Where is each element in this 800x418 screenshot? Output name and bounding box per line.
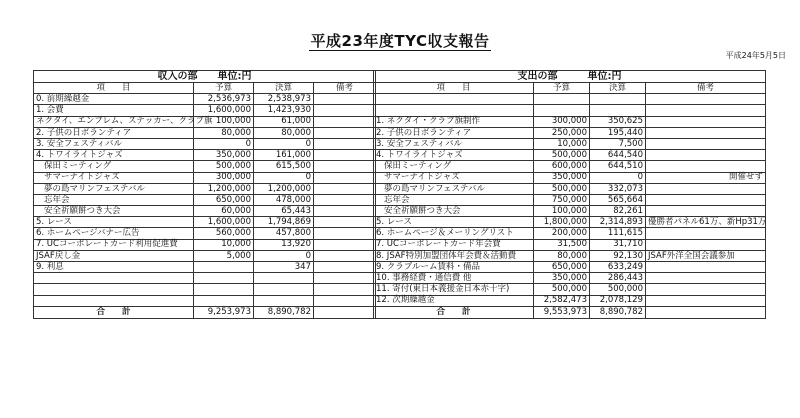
row-note [314,206,376,217]
table-row [374,273,766,284]
row-item: ネクタイ、エンブレム、ステッカー、クラブ旗 [34,116,194,127]
column-header: 予算 [194,83,254,94]
report-date: 平成24年5月5日 [725,51,786,60]
row-actual: 0 [590,172,646,183]
row-actual: 347 [254,262,314,273]
row-actual: 195,440 [590,127,646,138]
row-item: 1. 会費 [34,105,194,116]
row-budget: 350,000 [194,150,254,161]
row-budget: 500,000 [534,183,590,194]
table-row [34,161,376,172]
row-item: 10. 事務経費・通信費 他 [374,273,534,284]
row-note [314,250,376,261]
income-section-title: 収入の部 単位:円 [34,71,376,83]
row-budget [194,284,254,295]
row-item: JSAF戻し金 [34,250,194,261]
row-item: サマーナイトジャズ [374,172,534,183]
row-actual [254,284,314,295]
table-row [34,94,376,105]
row-item: 保田ミーティング [34,161,194,172]
total-budget: 9,253,973 [194,306,254,318]
row-budget: 100,000 [534,206,590,217]
table-row [374,217,766,228]
column-header: 備考 [646,83,766,94]
table-row [34,206,376,217]
row-note [314,161,376,172]
column-header: 項 目 [374,83,534,94]
table-row [374,172,766,183]
row-budget: 500,000 [534,150,590,161]
row-item: 安全祈願餅つき大会 [34,206,194,217]
row-actual: 478,000 [254,194,314,205]
row-note [314,295,376,306]
row-budget [194,273,254,284]
row-actual: 31,710 [590,239,646,250]
row-budget: 2,582,473 [534,295,590,306]
column-header: 予算 [534,83,590,94]
column-header: 決算 [590,83,646,94]
row-budget: 1,200,000 [194,183,254,194]
row-actual: 565,664 [590,194,646,205]
row-actual: 0 [254,172,314,183]
row-budget: 1,800,000 [534,217,590,228]
table-row [374,284,766,295]
row-actual: 644,510 [590,161,646,172]
row-note: 開催せず [646,172,766,183]
row-actual: 615,500 [254,161,314,172]
expense-section-header [374,71,766,83]
row-actual [590,105,646,116]
total-actual: 8,890,782 [590,306,646,318]
table-row [34,172,376,183]
row-budget: 500,000 [194,161,254,172]
row-item: 9. クラブルーム賃料・備品 [374,262,534,273]
table-row [374,150,766,161]
row-note [646,262,766,273]
income-table [33,70,376,319]
expense-section-title: 支出の部 単位:円 [374,71,766,83]
row-note [314,239,376,250]
row-item: 12. 次期繰越金 [374,295,534,306]
row-item: 夢の島マリンフェステバル [374,183,534,194]
row-item: 6. ホームページ＆メーリングリスト [374,228,534,239]
table-row [34,138,376,149]
table-row [34,127,376,138]
row-note [646,239,766,250]
row-item: 安全祈願餅つき大会 [374,206,534,217]
row-note [646,105,766,116]
row-budget: 5,000 [194,250,254,261]
row-budget: 650,000 [194,194,254,205]
row-actual: 0 [254,138,314,149]
row-note [314,138,376,149]
table-row [374,228,766,239]
row-actual: 7,500 [590,138,646,149]
table-row [34,183,376,194]
row-item: 2. 子供の日ボランティア [374,127,534,138]
table-row [34,217,376,228]
row-item [34,273,194,284]
row-actual [254,273,314,284]
row-note [314,273,376,284]
table-row [374,206,766,217]
row-item: 4. トワイライトジャズ [34,150,194,161]
row-note [646,183,766,194]
expense-column-headers [374,83,766,94]
row-note [646,194,766,205]
row-note [314,105,376,116]
table-row [374,194,766,205]
table-row [34,194,376,205]
row-budget: 1,600,000 [194,217,254,228]
table-row [34,273,376,284]
row-actual [590,94,646,105]
row-note [314,284,376,295]
row-actual: 633,249 [590,262,646,273]
row-actual: 92,130 [590,250,646,261]
expense-total-row [374,306,766,318]
row-actual: 457,800 [254,228,314,239]
row-actual: 1,423,930 [254,105,314,116]
row-actual: 161,000 [254,150,314,161]
income-column-headers [34,83,376,94]
row-note [314,172,376,183]
row-budget: 10,000 [194,239,254,250]
table-row [34,105,376,116]
row-note [646,116,766,127]
table-row [34,284,376,295]
row-actual: 2,078,129 [590,295,646,306]
row-note [314,262,376,273]
row-note [646,161,766,172]
row-note [314,127,376,138]
row-item: 9. 利息 [34,262,194,273]
table-row [34,262,376,273]
row-budget: 0 [194,138,254,149]
row-note [646,295,766,306]
row-item [374,94,534,105]
row-budget: 1,600,000 [194,105,254,116]
row-actual: 500,000 [590,284,646,295]
table-row [374,105,766,116]
row-budget: 600,000 [534,161,590,172]
table-row [374,127,766,138]
table-row [374,295,766,306]
row-note [314,228,376,239]
row-actual [254,295,314,306]
row-budget: 500,000 [534,284,590,295]
row-budget: 60,000 [194,206,254,217]
row-item: 11. 寄付(東日本義援金日本赤十字) [374,284,534,295]
row-item: 7. UCコーポレートカード年会費 [374,239,534,250]
row-note [646,150,766,161]
row-note [646,284,766,295]
row-budget: 650,000 [534,262,590,273]
row-item: 8. JSAF特別加盟団体年会費＆活動費 [374,250,534,261]
row-note [646,228,766,239]
row-note [646,127,766,138]
table-row [374,116,766,127]
row-actual: 13,920 [254,239,314,250]
row-note [314,150,376,161]
row-actual: 2,538,973 [254,94,314,105]
row-budget: 80,000 [194,127,254,138]
row-budget: 300,000 [534,116,590,127]
row-actual: 2,314,893 [590,217,646,228]
column-header: 項 目 [34,83,194,94]
row-item: 3. 安全フェスティバル [34,138,194,149]
row-budget: 250,000 [534,127,590,138]
total-label: 合 計 [34,306,194,318]
total-note [646,306,766,318]
row-budget: 350,000 [534,172,590,183]
row-budget: 200,000 [534,228,590,239]
row-actual: 332,073 [590,183,646,194]
row-note [314,116,376,127]
table-row [34,250,376,261]
row-budget: 300,000 [194,172,254,183]
row-budget: 10,000 [534,138,590,149]
row-actual: 286,443 [590,273,646,284]
row-item [34,284,194,295]
table-row [374,250,766,261]
row-actual: 65,443 [254,206,314,217]
table-row [34,116,376,127]
table-row [34,150,376,161]
column-header: 備考 [314,83,376,94]
row-item: 夢の島マリンフェステバル [34,183,194,194]
table-row [34,239,376,250]
row-actual: 61,000 [254,116,314,127]
row-note [314,94,376,105]
row-budget: 100,000 [194,116,254,127]
row-note [314,183,376,194]
row-actual: 350,625 [590,116,646,127]
row-actual: 80,000 [254,127,314,138]
row-actual: 644,540 [590,150,646,161]
row-item: サマーナイトジャズ [34,172,194,183]
row-item: 3. 安全フェスティバル [374,138,534,149]
row-budget: 350,000 [534,273,590,284]
row-note [646,138,766,149]
table-row [374,262,766,273]
report-title-text: 平成23年度TYC収支報告 [310,32,490,50]
row-item [374,105,534,116]
row-actual: 111,615 [590,228,646,239]
row-item: 4. トワイライトジャズ [374,150,534,161]
row-actual: 82,261 [590,206,646,217]
row-item: 忘年会 [34,194,194,205]
total-label: 合 計 [374,306,534,318]
row-actual: 0 [254,250,314,261]
row-item: 5. レース [374,217,534,228]
row-budget [194,262,254,273]
table-row [374,138,766,149]
row-note [314,194,376,205]
row-item: 保田ミーティング [374,161,534,172]
row-note [314,217,376,228]
row-item: 0. 前期繰越金 [34,94,194,105]
row-item [34,295,194,306]
table-row [34,228,376,239]
column-header: 決算 [254,83,314,94]
row-budget: 560,000 [194,228,254,239]
table-row [374,183,766,194]
total-budget: 9,553,973 [534,306,590,318]
row-item: 1. ネクタイ・クラブ旗制作 [374,116,534,127]
row-item: 6. ホームページバナー広告 [34,228,194,239]
row-note [646,273,766,284]
row-budget [194,295,254,306]
report-title [0,30,800,51]
table-row [374,161,766,172]
row-budget: 2,536,973 [194,94,254,105]
row-budget: 31,500 [534,239,590,250]
row-budget: 80,000 [534,250,590,261]
table-row [374,94,766,105]
row-note [646,94,766,105]
row-budget [534,105,590,116]
row-note: 優勝者パネル61万、新Hp31万 [646,217,766,228]
row-actual: 1,794,869 [254,217,314,228]
expense-table [373,70,766,319]
row-budget [534,94,590,105]
table-row [34,295,376,306]
row-item: 7. UCコーポレートカード利用促進費 [34,239,194,250]
income-total-row [34,306,376,318]
row-item: 2. 子供の日ボランティア [34,127,194,138]
total-note [314,306,376,318]
row-note [646,206,766,217]
income-section-header [34,71,376,83]
row-item: 5. レース [34,217,194,228]
row-budget: 750,000 [534,194,590,205]
total-actual: 8,890,782 [254,306,314,318]
table-row [374,239,766,250]
row-note: JSAF外洋全国会議参加 [646,250,766,261]
row-item: 忘年会 [374,194,534,205]
row-actual: 1,200,000 [254,183,314,194]
